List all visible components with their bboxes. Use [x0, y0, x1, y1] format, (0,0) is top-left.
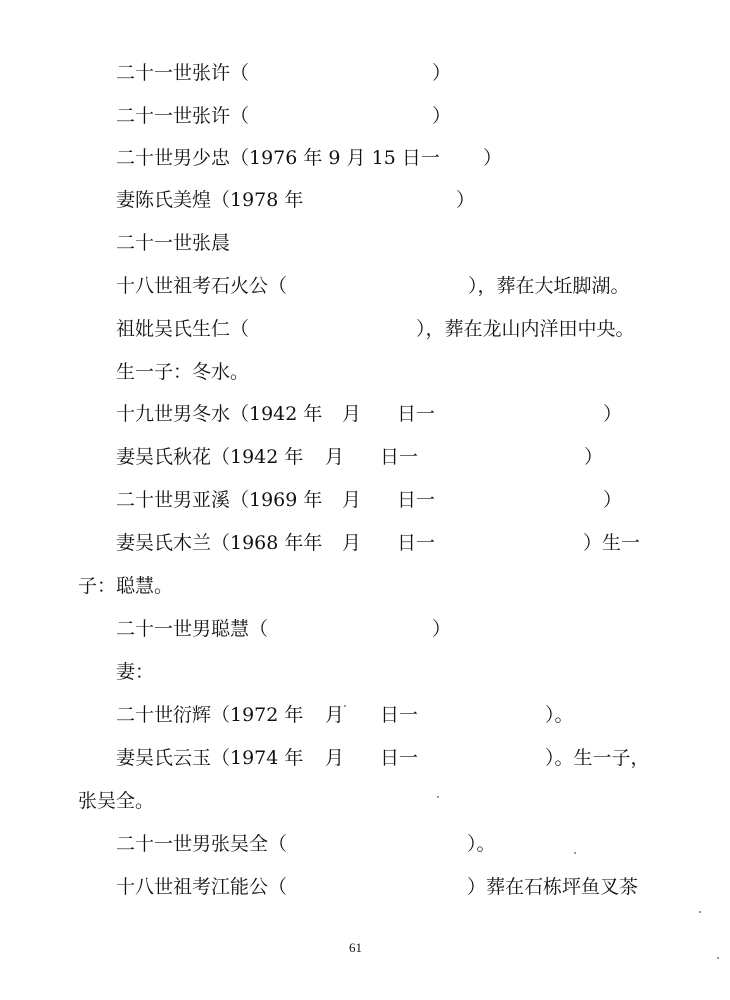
scan-speck — [574, 852, 576, 854]
line-text: ） — [483, 147, 503, 169]
line-text: 二十世衍辉（1972 年 — [116, 704, 304, 726]
line-text: ）。 — [467, 833, 496, 855]
line-text: ） — [432, 62, 452, 84]
line-text: ） — [603, 489, 623, 511]
line-text: 十九世男冬水（1942 年 — [116, 403, 323, 425]
line-text: 妻： — [116, 661, 155, 683]
line-text: ），葬在龙山内洋田中央。 — [416, 318, 635, 340]
line-text: 二十世男亚溪（1969 年 — [116, 489, 323, 511]
line-text: ） — [584, 446, 604, 468]
line-text: 妻吴氏云玉（1974 年 — [116, 747, 304, 769]
line-text: 日一 — [380, 446, 419, 468]
line-text: ）生一 — [583, 532, 641, 554]
line-text: 日一 — [397, 532, 436, 554]
line-text: ）。 — [545, 704, 574, 726]
scan-speck — [437, 796, 439, 798]
line-text: 日一 — [397, 403, 436, 425]
line-text: ） — [432, 618, 452, 640]
line-text: 二十一世张许（ — [116, 62, 250, 84]
line-text: 二十一世张晨 — [116, 232, 231, 254]
scan-speck — [699, 911, 701, 913]
line-text: ） — [432, 105, 452, 127]
scan-speck — [717, 957, 719, 959]
line-text: ）葬在石栋坪鱼叉茶 — [467, 876, 639, 898]
line-text: ）。生一子， — [545, 747, 650, 769]
line-text: 日一 — [380, 747, 419, 769]
line-text: 月 — [342, 403, 362, 425]
line-text: 月 — [342, 489, 362, 511]
line-text: 妻陈氏美煌（1978 年 — [116, 189, 304, 211]
line-text: 二十一世男聪慧（ — [116, 618, 269, 640]
line-text: 月 — [325, 704, 345, 726]
line-text: 十八世祖考石火公（ — [116, 275, 288, 297]
line-text: ） — [603, 403, 623, 425]
line-text: 妻吴氏秋花（1942 年 — [116, 446, 304, 468]
line-text: 日一 — [397, 489, 436, 511]
line-text: ） — [456, 189, 476, 211]
line-text: 月 — [342, 532, 362, 554]
line-text: 生一子：冬水。 — [116, 361, 250, 383]
line-text: 二十一世张许（ — [116, 105, 250, 127]
line-text: 月 — [325, 446, 345, 468]
line-text: 祖妣吴氏生仁（ — [116, 318, 250, 340]
line-text: 十八世祖考江能公（ — [116, 876, 288, 898]
scan-speck — [344, 705, 346, 707]
page-number: 61 — [349, 940, 362, 955]
line-text: 月 — [325, 747, 345, 769]
line-text: 张吴全。 — [78, 790, 155, 812]
line-text: ），葬在大坵脚湖。 — [468, 275, 630, 297]
line-text: 子：聪慧。 — [78, 575, 174, 597]
line-text: 妻吴氏木兰（1968 年年 — [116, 532, 323, 554]
line-text: 二十世男少忠（1976 年 9 月 15 日一 — [116, 147, 440, 169]
line-text: 日一 — [380, 704, 419, 726]
line-text: 二十一世男张吴全（ — [116, 833, 288, 855]
